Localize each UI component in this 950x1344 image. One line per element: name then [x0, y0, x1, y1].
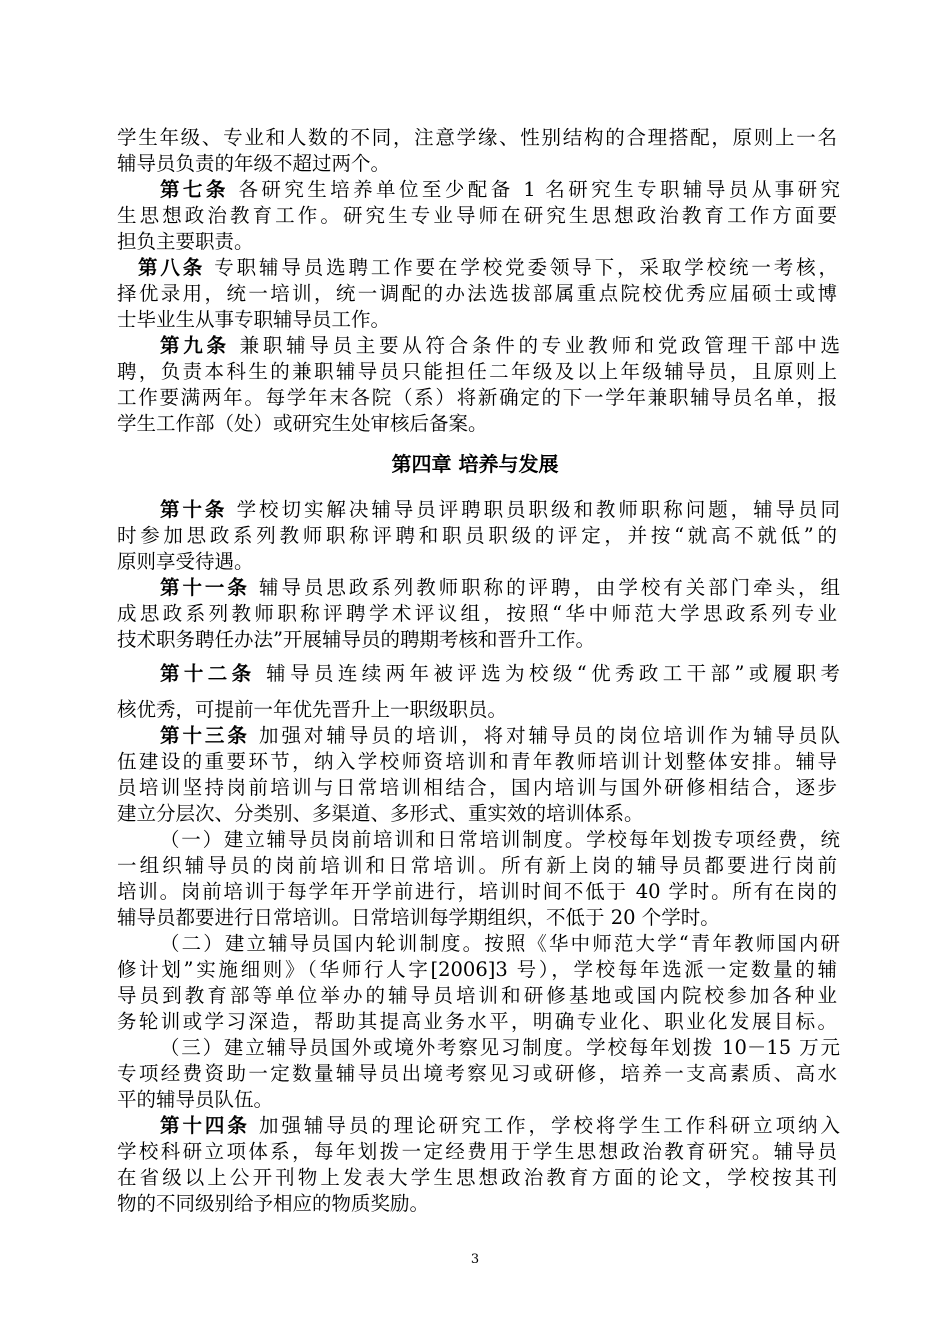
article-12-line [160, 661, 840, 687]
article-text: 各研究生培养单位至少配备 1 名研究生专职辅导员从事研究 [238, 178, 840, 201]
article-heading: 第十三条 [160, 724, 250, 747]
article-text: 兼职辅导员主要从符合条件的专业教师和党政管理干部中选 [239, 334, 840, 357]
article-heading: 第八条 [138, 256, 206, 279]
article-14-line [160, 1113, 840, 1139]
article-heading: 第十二条 [160, 662, 256, 685]
text-line: 原则享受待遇。 [117, 550, 254, 573]
text-line: 伍建设的重要环节，纳入学校师资培训和青年教师培训计划整体安排。辅导 [117, 750, 837, 773]
text-line: 核优秀，可提前一年优先晋升上一职级职员。 [117, 698, 508, 721]
text-line: 学生工作部（处）或研究生处审核后备案。 [117, 412, 488, 435]
article-heading: 第十一条 [160, 576, 250, 599]
text-line: 择优录用，统一培训，统一调配的办法选拔部属重点院校优秀应届硕士或博 [117, 282, 837, 305]
text-line: 辅导员负责的年级不超过两个。 [117, 152, 391, 175]
article-heading: 第十四条 [160, 1114, 250, 1137]
text-line: （三）建立辅导员国外或境外考察见习制度。学校每年划拨 10－15 万元 [160, 1036, 840, 1059]
text-line: 技术职务聘任办法”开展辅导员的聘期考核和晋升工作。 [117, 628, 595, 651]
text-line: 学校科研立项体系，每年划拨一定经费用于学生思想政治教育研究。辅导员 [117, 1140, 837, 1163]
text-line: 物的不同级别给予相应的物质奖励。 [117, 1192, 430, 1215]
text-line: （一）建立辅导员岗前培训和日常培训制度。学校每年划拨专项经费，统 [160, 828, 840, 851]
text-line: 辅导员都要进行日常培训。日常培训每学期组织，不低于 20 个学时。 [117, 906, 720, 929]
article-heading: 第七条 [160, 178, 229, 201]
text-line: 聘，负责本科生的兼职辅导员只能担任二年级及以上年级辅导员，且原则上 [117, 360, 837, 383]
text-line: 工作要满两年。每学年末各院（系）将新确定的下一学年兼职辅导员名单，报 [117, 386, 837, 409]
text-line: 士毕业生从事专职辅导员工作。 [117, 308, 391, 331]
article-7-line [160, 177, 840, 203]
article-heading: 第九条 [160, 334, 230, 357]
article-text: 辅导员连续两年被评选为校级“优秀政工干部”或履职考 [266, 662, 840, 685]
text-line: （二）建立辅导员国内轮训制度。按照《华中师范大学“青年教师国内研 [160, 932, 840, 955]
text-line: 培训。岗前培训于每学年开学前进行，培训时间不低于 40 学时。所有在岗的 [117, 880, 837, 903]
article-text: 专职辅导员选聘工作要在学校党委领导下，采取学校统一考核， [214, 256, 838, 279]
article-11-line [160, 575, 840, 601]
text-line: 一组织辅导员的岗前培训和日常培训。所有新上岗的辅导员都要进行岗前 [117, 854, 837, 877]
text-line: 平的辅导员队伍。 [117, 1088, 274, 1111]
page-number: 3 [470, 1252, 480, 1267]
article-text: 加强对辅导员的培训，将对辅导员的岗位培训作为辅导员队 [259, 724, 840, 747]
text-line: 务轮训或学习深造，帮助其提高业务水平，明确专业化、职业化发展目标。 [117, 1010, 837, 1033]
text-line: 员培训坚持岗前培训与日常培训相结合，国内培训与国外研修相结合，逐步 [117, 776, 837, 799]
article-10-line [160, 497, 840, 523]
article-9-line [160, 333, 840, 359]
article-text: 加强辅导员的理论研究工作，学校将学生工作科研立项纳入 [259, 1114, 840, 1137]
article-heading: 第十条 [160, 498, 228, 521]
text-line: 担负主要职责。 [117, 230, 254, 253]
article-text: 学校切实解决辅导员评聘职员职级和教师职称问题，辅导员同 [236, 498, 840, 521]
chapter-title: 第四章 培养与发展 [391, 452, 559, 476]
text-line: 导员到教育部等单位举办的辅导员培训和研修基地或国内院校参加各种业 [117, 984, 837, 1007]
text-line: 专项经费资助一定数量辅导员出境考察见习或研修，培养一支高素质、高水 [117, 1062, 837, 1085]
text-line: 学生年级、专业和人数的不同，注意学缘、性别结构的合理搭配，原则上一名 [117, 126, 837, 149]
article-13-line [160, 723, 840, 749]
text-line: 成思政系列教师职称评聘学术评议组，按照“华中师范大学思政系列专业 [117, 602, 837, 625]
text-line: 在省级以上公开刊物上发表大学生思想政治教育方面的论文，学校按其刊 [117, 1166, 837, 1189]
text-line: 生思想政治教育工作。研究生专业导师在研究生思想政治教育工作方面要 [117, 204, 837, 227]
article-text: 辅导员思政系列教师职称的评聘，由学校有关部门牵头，组 [259, 576, 840, 599]
text-line: 建立分层次、分类别、多渠道、多形式、重实效的培训体系。 [117, 802, 644, 825]
text-line: 修计划”实施细则》（华师行人字[2006]3 号），学校每年选派一定数量的辅 [117, 958, 837, 981]
article-8-line [138, 255, 838, 281]
text-line: 时参加思政系列教师职称评聘和职员职级的评定，并按“就高不就低”的 [117, 524, 837, 547]
